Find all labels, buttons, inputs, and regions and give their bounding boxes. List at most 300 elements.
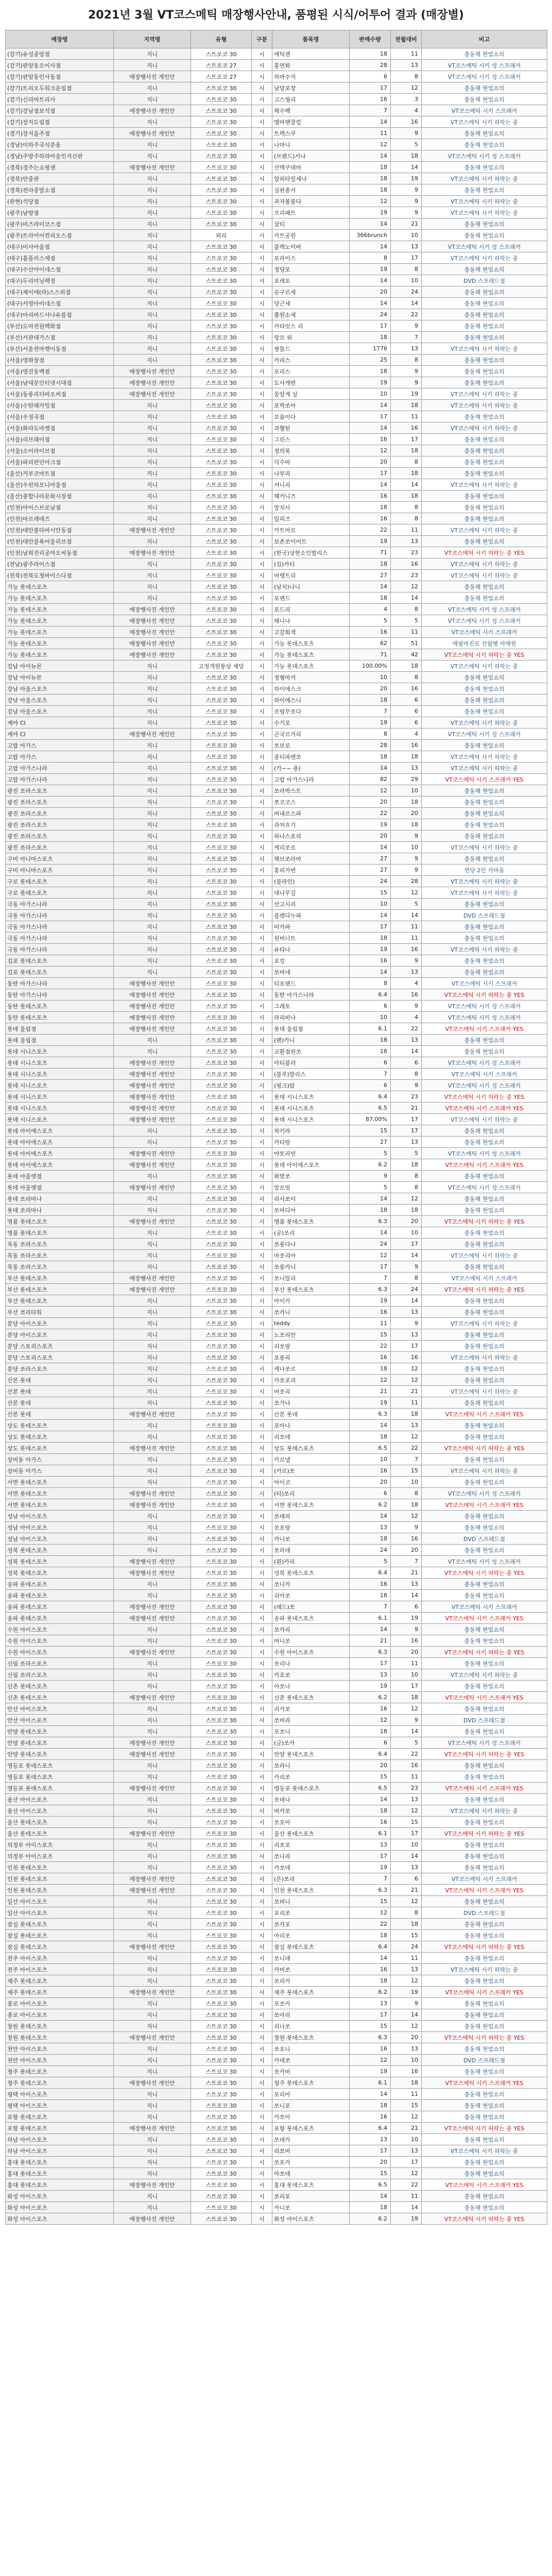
table-row (6, 1715, 547, 1726)
item-name-cell: 아이카 (272, 1295, 350, 1307)
change-cell: 10 (391, 785, 422, 796)
note-cell: 충동해 현업쇼의 (422, 2089, 547, 2100)
item-name-cell: (블루)말리스 (272, 1069, 350, 1080)
type-cell: 스트로코 30 (191, 1545, 252, 1556)
item-name-cell: 롯데 울림점 (272, 1023, 350, 1035)
quantity-cell: 6 (350, 1057, 391, 1069)
table-row (6, 1375, 547, 1386)
item-name-cell: (김)카티 (272, 558, 350, 570)
category-cell: 시 (252, 1454, 272, 1465)
store-name-cell: 롯데 시니스포츠 (6, 1091, 114, 1103)
store-name-cell: (강기)판암동인사동점 (6, 71, 114, 82)
table-row (6, 1273, 547, 1284)
region-cell: 매장행사진 개인안 (114, 377, 191, 388)
region-cell: 지니 (114, 1307, 191, 1318)
category-cell: 시 (252, 1261, 272, 1273)
change-cell: 23 (391, 1091, 422, 1103)
quantity-cell: 11 (350, 128, 391, 139)
item-name-cell: 쏘니포 (272, 2100, 350, 2111)
category-cell: 시 (252, 309, 272, 320)
category-cell: 시 (252, 2145, 272, 2157)
change-cell: 13 (391, 536, 422, 547)
store-name-cell: 종로 아이스포츠 (6, 1998, 114, 2009)
category-cell: 시 (252, 1896, 272, 1907)
quantity-cell: 18 (350, 592, 391, 604)
quantity-cell: 20 (350, 831, 391, 842)
note-cell: VT코스메틱 시키 성 스프래커 (422, 71, 547, 82)
table-row (6, 1171, 547, 1182)
table-row (6, 2021, 547, 2032)
region-cell: 지니 (114, 2145, 191, 2157)
type-cell: 스트로코 30 (191, 910, 252, 921)
change-cell: 22 (391, 309, 422, 320)
store-name-cell: 동탄 아가스나라 (6, 978, 114, 989)
table-row (6, 853, 547, 865)
note-cell: 충동해 현업쇼의 (422, 1193, 547, 1205)
quantity-cell: 14 (350, 967, 391, 978)
item-name-cell: 보름이다 (272, 411, 350, 422)
region-cell: 매장행사진 개인안 (114, 1488, 191, 1499)
note-cell: VT코스메틱 시키 스프래커 (422, 626, 547, 638)
quantity-cell: 16 (350, 2111, 391, 2123)
table-row (6, 1896, 547, 1907)
quantity-cell: 14 (350, 422, 391, 434)
category-cell: 시 (252, 1828, 272, 1839)
quantity-cell: 10 (350, 1454, 391, 1465)
table-row (6, 1862, 547, 1873)
type-cell: 스트로코 30 (191, 1307, 252, 1318)
category-cell: 시 (252, 876, 272, 887)
change-cell: 17 (391, 1341, 422, 1352)
type-cell: 스트로코 30 (191, 1239, 252, 1250)
region-cell: 지니 (114, 808, 191, 819)
change-cell: 14 (391, 2009, 422, 2021)
store-name-cell: 신림 쏘라스포츠 (6, 1669, 114, 1681)
change-cell: 11 (391, 1953, 422, 1964)
region-cell: 지니 (114, 82, 191, 94)
type-cell: 스트로코 30 (191, 1261, 252, 1273)
category-cell: 시 (252, 1873, 272, 1885)
type-cell: 스트로코 30 (191, 1409, 252, 1420)
note-cell: VT코스메틱 시키 허락는 중 YES (422, 1941, 547, 1953)
region-cell: 지니 (114, 910, 191, 921)
change-cell: 9 (391, 955, 422, 967)
item-name-cell: 쏘니알리 (272, 1273, 350, 1284)
region-cell: 지니 (114, 1375, 191, 1386)
item-name-cell: 쏘마디아 (272, 1205, 350, 1216)
item-name-cell: 카리쏘 (272, 1771, 350, 1783)
category-cell: 시 (252, 740, 272, 751)
note-cell: 충동해 현업쇼의 (422, 1341, 547, 1352)
note-cell: VT코스메틱 시키 스프래커 YES (422, 2179, 547, 2191)
note-cell: VT코스메틱 시키 허락는 중 YES (422, 1216, 547, 1227)
store-name-cell: 가능 롯데스포츠 (6, 626, 114, 638)
region-cell: 지니 (114, 660, 191, 672)
store-name-cell: 울산 롯데스포츠 (6, 1817, 114, 1828)
item-name-cell: 티포랜드 (272, 978, 350, 989)
quantity-cell: 6.1 (350, 1023, 391, 1035)
store-name-cell: (경북)경주는쇼핑센 (6, 162, 114, 173)
category-cell: 시 (252, 1125, 272, 1137)
quantity-cell: 6.3 (350, 1216, 391, 1227)
region-cell: 지니 (114, 1862, 191, 1873)
note-cell: VT코스메틱 시키 허락는 중 (422, 422, 547, 434)
change-cell: 6 (391, 717, 422, 728)
change-cell: 20 (391, 1216, 422, 1227)
change-cell: 17 (391, 1114, 422, 1125)
quantity-cell: 14 (350, 1420, 391, 1431)
header-row (6, 30, 547, 48)
category-cell: 시 (252, 1114, 272, 1125)
note-cell: 충동해 현업쇼의 (422, 445, 547, 456)
store-name-cell: 신촌 롯데스포츠 (6, 1681, 114, 1692)
type-cell: 스트로코 30 (191, 989, 252, 1001)
region-cell: 지니 (114, 762, 191, 774)
store-name-cell: 롯데 아울렛점 (6, 1182, 114, 1193)
quantity-cell: 19 (350, 819, 391, 831)
region-cell: 매장행사진 개인안 (114, 2032, 191, 2043)
note-cell: VT코스메틱 시키 스프래커 (422, 1069, 547, 1080)
item-name-cell: 과자볼풀다 (272, 196, 350, 207)
category-cell: 시 (252, 2055, 272, 2066)
note-cell: 충동해 현업쇼의 (422, 2202, 547, 2213)
table-row (6, 1726, 547, 1737)
table-row (6, 196, 547, 207)
region-cell: 매장행사진 개인안 (114, 1692, 191, 1703)
region-cell: 지니 (114, 2066, 191, 2077)
note-cell: VT코스메틱 시키 허락는 중 YES (422, 649, 547, 660)
store-name-cell: (울산)우펀하모니아울점 (6, 479, 114, 490)
region-cell: 지니 (114, 218, 191, 230)
quantity-cell: 18 (350, 1363, 391, 1375)
category-cell: 시 (252, 1941, 272, 1953)
note-cell: 충동해 현업쇼의 (422, 218, 547, 230)
table-row (6, 71, 547, 82)
note-cell: VT코스메틱 시키 허락는 중 (422, 196, 547, 207)
category-cell: 시 (252, 831, 272, 842)
type-cell: 스트로코 30 (191, 762, 252, 774)
change-cell: 13 (391, 1307, 422, 1318)
type-cell: 스트로코 30 (191, 2123, 252, 2134)
category-cell: 시 (252, 921, 272, 933)
note-cell: VT코스메틱 시키 스프래커 YES (422, 774, 547, 785)
region-cell: 지니 (114, 706, 191, 717)
note-cell: 충동해 현업쇼의 (422, 706, 547, 717)
type-cell: 스트로코 30 (191, 1783, 252, 1794)
category-cell: 시 (252, 717, 272, 728)
quantity-cell: 20 (350, 796, 391, 808)
region-cell: 지니 (114, 1035, 191, 1046)
category-cell: 시 (252, 1760, 272, 1771)
note-cell: VT코스메틱 시키 성 스프래커 (422, 615, 547, 626)
type-cell: 스트로코 30 (191, 207, 252, 218)
category-cell: 시 (252, 1975, 272, 1987)
type-cell: 스트로코 30 (191, 479, 252, 490)
type-cell: 스트로코 30 (191, 1137, 252, 1148)
table-row (6, 48, 547, 60)
quantity-cell: 17 (350, 1658, 391, 1669)
region-cell: 지니 (114, 490, 191, 502)
category-cell: 시 (252, 706, 272, 717)
table-row (6, 2157, 547, 2168)
note-cell: VT코스메틱 시키 스프래커 YES (422, 1885, 547, 1896)
change-cell: 12 (391, 2168, 422, 2179)
type-cell: 스트로코 30 (191, 1046, 252, 1057)
category-cell: 시 (252, 411, 272, 422)
store-name-cell: 홍대 롯데스포츠 (6, 2157, 114, 2168)
quantity-cell: 22 (350, 1919, 391, 1930)
table-row (6, 1091, 547, 1103)
table-row (6, 876, 547, 887)
item-name-cell: 리쏘랑 (272, 1341, 350, 1352)
type-cell: 스트로코 30 (191, 388, 252, 400)
quantity-cell: 6.5 (350, 1443, 391, 1454)
change-cell: 14 (391, 2202, 422, 2213)
store-name-cell: 목동 쏘라스포츠 (6, 1239, 114, 1250)
table-row (6, 150, 547, 162)
quantity-cell: 18 (350, 1035, 391, 1046)
quantity-cell: 20 (350, 2157, 391, 2168)
change-cell: 7 (391, 332, 422, 343)
note-cell: VT코스메틱 시키 허락는 중 (422, 207, 547, 218)
table-row (6, 887, 547, 899)
change-cell: 19 (391, 1613, 422, 1624)
change-cell: 16 (391, 1635, 422, 1647)
table-row (6, 1941, 547, 1953)
table-row (6, 1669, 547, 1681)
category-cell: 시 (252, 842, 272, 853)
region-cell: 지니 (114, 513, 191, 524)
change-cell: 9 (391, 377, 422, 388)
item-name-cell: 카타잇스 리 (272, 320, 350, 332)
category-cell: 시 (252, 1817, 272, 1828)
note-cell: 충동해 현업쇼의 (422, 2134, 547, 2145)
item-name-cell: 남당포장 (272, 82, 350, 94)
category-cell: 시 (252, 1658, 272, 1669)
item-name-cell: 순구르세 (272, 286, 350, 298)
quantity-cell: 19 (350, 717, 391, 728)
quantity-cell: 12 (350, 785, 391, 796)
table-row (6, 1919, 547, 1930)
table-row (6, 1839, 547, 1851)
table-row (6, 910, 547, 921)
region-cell: 지니 (114, 1522, 191, 1533)
region-cell: 지니 (114, 751, 191, 762)
quantity-cell: 11 (350, 1318, 391, 1329)
store-name-cell: 동탄 롯데스포츠 (6, 1012, 114, 1023)
change-cell: 8 (391, 456, 422, 468)
item-name-cell: 수원 아이스포츠 (272, 1647, 350, 1658)
region-cell: 지니 (114, 275, 191, 286)
region-cell: 지니 (114, 1465, 191, 1477)
type-cell: 스트로코 30 (191, 1964, 252, 1975)
item-name-cell: 산고시리 (272, 899, 350, 910)
type-cell: 스트로코 30 (191, 343, 252, 354)
type-cell: 스트로코 30 (191, 2191, 252, 2202)
note-cell: VT코스메틱 시키 허락는 중 YES (422, 2032, 547, 2043)
region-cell: 지니 (114, 2055, 191, 2066)
type-cell: 스트로코 30 (191, 842, 252, 853)
change-cell: 8 (391, 513, 422, 524)
category-cell: 시 (252, 910, 272, 921)
item-name-cell: 포리쏘 (272, 1907, 350, 1919)
note-cell: 충동해 현업쇼의 (422, 1579, 547, 1590)
category-cell: 시 (252, 354, 272, 366)
quantity-cell: 6.2 (350, 1159, 391, 1171)
note-cell: VT코스메틱 시키 스프래커 (422, 978, 547, 989)
table-row (6, 2134, 547, 2145)
region-cell: 지니 (114, 1205, 191, 1216)
item-name-cell: 서니리 (272, 479, 350, 490)
region-cell: 매장행사진 개인안 (114, 1601, 191, 1613)
category-cell: 시 (252, 1964, 272, 1975)
type-cell: 스트로코 30 (191, 1941, 252, 1953)
type-cell: 스트로코 30 (191, 921, 252, 933)
note-cell: VT코스메틱 시키 스프래커 YES (422, 2077, 547, 2089)
note-cell: VT코스메틱 시키 스프래커 YES (422, 1783, 547, 1794)
table-row (6, 1783, 547, 1794)
store-name-cell: (경북)전라중말소점 (6, 184, 114, 196)
change-cell: 11 (391, 524, 422, 536)
table-row (6, 173, 547, 184)
change-cell: 11 (391, 411, 422, 422)
region-cell: 지니 (114, 196, 191, 207)
note-cell: 충동해 현업쇼의 (422, 1035, 547, 1046)
store-name-cell: 광진 쏘라스포츠 (6, 842, 114, 853)
category-cell: 시 (252, 320, 272, 332)
quantity-cell: 20 (350, 683, 391, 694)
table-row (6, 1295, 547, 1307)
store-name-cell: 용산 아이스포츠 (6, 1794, 114, 1805)
change-cell: 24 (391, 1284, 422, 1295)
store-name-cell: (대구)두리미닝팩정 (6, 275, 114, 286)
item-name-cell: 머랭트리 (272, 570, 350, 581)
change-cell: 13 (391, 343, 422, 354)
quantity-cell: 17 (350, 82, 391, 94)
type-cell: 스트로코 30 (191, 309, 252, 320)
item-name-cell: (카~~ 용) (272, 762, 350, 774)
type-cell: 스트로코 30 (191, 1091, 252, 1103)
table-row (6, 570, 547, 581)
quantity-cell: 18 (350, 694, 391, 706)
table-row (6, 660, 547, 672)
store-name-cell: 상도 롯데스포츠 (6, 1443, 114, 1454)
change-cell: 9 (391, 184, 422, 196)
store-name-cell: (서울)소이라이브점 (6, 445, 114, 456)
category-cell: 시 (252, 1023, 272, 1035)
table-row (6, 1205, 547, 1216)
item-name-cell: 카리스 (272, 354, 350, 366)
quantity-cell: 14 (350, 1193, 391, 1205)
item-name-cell: 쏘머리 (272, 1715, 350, 1726)
region-cell: 지니 (114, 967, 191, 978)
store-name-cell: 인천 롯데스포츠 (6, 1873, 114, 1885)
region-cell: 지니 (114, 876, 191, 887)
quantity-cell: 13 (350, 2134, 391, 2145)
category-cell: 시 (252, 1715, 272, 1726)
quantity-cell: 7 (350, 105, 391, 116)
item-name-cell: 혁수팩 (272, 105, 350, 116)
quantity-cell: 22 (350, 808, 391, 819)
item-name-cell: 고갈회색 (272, 626, 350, 638)
type-cell: 스트로코 30 (191, 1953, 252, 1964)
quantity-cell: 18 (350, 1431, 391, 1443)
category-cell: 시 (252, 536, 272, 547)
type-cell: 스트로코 30 (191, 275, 252, 286)
store-name-cell: 가능 롯데스포츠 (6, 592, 114, 604)
table-row (6, 218, 547, 230)
item-name-cell: 쏘니카 (272, 1579, 350, 1590)
note-cell: 연당 2인 카마움 (422, 865, 547, 876)
note-cell: 충동해 현업쇼의 (422, 1375, 547, 1386)
note-cell: VT코스메틱 시키 허락는 중 YES (422, 1647, 547, 1658)
store-name-cell: 가능 롯데스포츠 (6, 604, 114, 615)
item-name-cell: 포쏘카 (272, 1998, 350, 2009)
region-cell: 지니 (114, 1363, 191, 1375)
category-cell: 시 (252, 1737, 272, 1749)
type-cell: 스트로코 30 (191, 366, 252, 377)
item-name-cell: 포쏘니 (272, 1726, 350, 1737)
change-cell: 14 (391, 592, 422, 604)
category-cell: 시 (252, 649, 272, 660)
table-row (6, 1193, 547, 1205)
table-row (6, 1397, 547, 1409)
change-cell: 9 (391, 128, 422, 139)
category-cell: 시 (252, 1193, 272, 1205)
region-cell: 지니 (114, 1590, 191, 1601)
quantity-cell: 16 (350, 955, 391, 967)
category-cell: 시 (252, 1307, 272, 1318)
quantity-cell: 12 (350, 445, 391, 456)
note-cell: 충동해 현업쇼의 (422, 1363, 547, 1375)
type-cell: 스트로코 30 (191, 1205, 252, 1216)
item-name-cell: 쏘포아 (272, 1817, 350, 1828)
item-name-cell: 부산 롯데스포츠 (272, 1284, 350, 1295)
item-name-cell: 하이에스니 (272, 694, 350, 706)
change-cell: 22 (391, 1023, 422, 1035)
type-cell: 스트로코 30 (191, 2100, 252, 2111)
change-cell: 8 (391, 1069, 422, 1080)
region-cell: 지니 (114, 1953, 191, 1964)
type-cell: 스트로코 30 (191, 1556, 252, 1567)
table-row (6, 332, 547, 343)
change-cell: 4 (391, 1012, 422, 1023)
note-cell: VT코스메틱 시키 성 스프래커 (422, 150, 547, 162)
note-cell: VT코스메틱 시키 허락는 중 (422, 343, 547, 354)
table-row (6, 899, 547, 910)
region-cell: 매장행사진 개인안 (114, 1057, 191, 1069)
store-name-cell: (경남)주방주하라아울인지신판 (6, 150, 114, 162)
store-name-cell: 일산 아이스포츠 (6, 1907, 114, 1919)
region-cell: 지니 (114, 831, 191, 842)
change-cell: 13 (391, 2043, 422, 2055)
store-name-cell: 용산 아이스포츠 (6, 1805, 114, 1817)
change-cell: 15 (391, 1817, 422, 1828)
quantity-cell: 19 (350, 1681, 391, 1692)
store-name-cell: 가능 롯데스포츠 (6, 638, 114, 649)
store-name-cell: 강남 아이뉴몬 (6, 672, 114, 683)
quantity-cell: 5 (350, 1182, 391, 1193)
quantity-cell: 16 (350, 1817, 391, 1828)
table-row (6, 649, 547, 660)
quantity-cell: 14 (350, 1794, 391, 1805)
region-cell: 지니 (114, 173, 191, 184)
note-cell: VT코스메틱 시키 스프래커 YES (422, 1023, 547, 1035)
store-name-cell: (경기)장지을주점 (6, 128, 114, 139)
category-cell: 시 (252, 1239, 272, 1250)
quantity-cell: 19 (350, 264, 391, 275)
item-name-cell: (흰)카리 (272, 1556, 350, 1567)
